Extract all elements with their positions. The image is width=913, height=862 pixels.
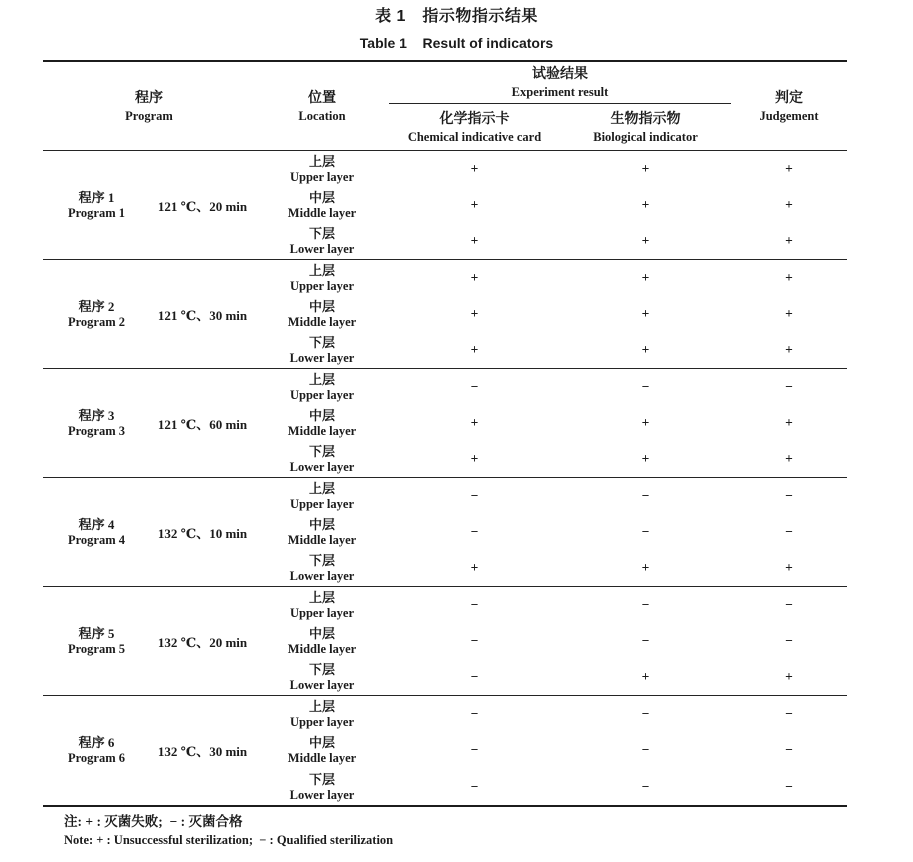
- program-name-en: Program 3: [67, 424, 126, 438]
- program-name-zh: 程序 3: [78, 408, 115, 423]
- location-cell-upper: [255, 478, 389, 514]
- header-chemical-indicator: [389, 104, 560, 150]
- header-program: [43, 62, 255, 150]
- result-judgement-upper: −: [785, 706, 793, 722]
- location-lower-en: Lower layer: [289, 787, 355, 802]
- program-condition: 121 ℃、30 min: [157, 307, 248, 323]
- result-judgement-lower: +: [785, 342, 793, 357]
- program-name-zh: 程序 5: [78, 626, 115, 641]
- program-block: [43, 478, 847, 587]
- header-chemical-indicator-zh: 化学指示卡: [439, 111, 510, 127]
- result-biological-middle: +: [641, 197, 650, 212]
- result-biological-lower: −: [641, 778, 650, 794]
- header-location-en: Location: [298, 108, 346, 123]
- header-biological-indicator-en: Biological indicator: [593, 129, 698, 144]
- header-program-zh: 程序: [135, 90, 163, 106]
- location-cell-lower: [255, 659, 389, 695]
- location-lower-en: Lower layer: [289, 460, 355, 474]
- location-upper-en: Upper layer: [290, 170, 354, 184]
- location-middle-en: Middle layer: [287, 642, 357, 656]
- result-biological-middle: +: [641, 415, 650, 430]
- program-block: [43, 369, 847, 478]
- result-judgement-lower: +: [785, 560, 793, 575]
- location-upper-zh: 上层: [308, 481, 335, 496]
- location-lower-en: Lower layer: [289, 242, 355, 256]
- location-middle-zh: 中层: [308, 408, 335, 423]
- program-condition: 121 ℃、60 min: [157, 416, 248, 432]
- location-lower-zh: 下层: [308, 226, 335, 241]
- program-condition: 132 ℃、30 min: [157, 743, 248, 759]
- result-biological-lower: +: [641, 451, 650, 466]
- program-name-en: Program 5: [67, 642, 126, 656]
- result-chemical-lower: +: [470, 342, 479, 357]
- result-judgement-lower: −: [785, 778, 793, 794]
- result-judgement-upper: +: [785, 161, 793, 176]
- result-judgement-lower: +: [785, 669, 793, 684]
- location-middle-zh: 中层: [308, 735, 335, 751]
- result-chemical-middle: +: [470, 197, 479, 212]
- result-chemical-middle: −: [470, 742, 479, 758]
- location-upper-zh: 上层: [308, 699, 335, 715]
- result-biological-middle: −: [641, 633, 650, 648]
- location-upper-en: Upper layer: [290, 279, 354, 293]
- header-experiment-result-en: Experiment result: [511, 85, 609, 99]
- location-middle-en: Middle layer: [287, 751, 357, 766]
- table-notes: [64, 813, 913, 849]
- program-name-cell: [43, 369, 150, 477]
- location-cell-upper: [255, 587, 389, 623]
- program-condition: 132 ℃、10 min: [157, 525, 248, 541]
- header-experiment-result: [389, 62, 731, 104]
- table-note-en: Note: + : Unsuccessful sterilization; − : Qualified sterilization: [64, 833, 394, 847]
- result-chemical-upper: −: [470, 597, 479, 612]
- location-upper-en: Upper layer: [290, 606, 354, 620]
- location-lower-zh: 下层: [308, 662, 335, 677]
- result-judgement-upper: −: [785, 379, 793, 394]
- result-chemical-lower: +: [470, 233, 479, 248]
- result-biological-upper: −: [641, 706, 650, 722]
- location-cell-middle: [255, 296, 389, 332]
- location-upper-zh: 上层: [308, 154, 335, 169]
- header-location: [255, 62, 389, 150]
- result-biological-middle: −: [641, 524, 650, 539]
- result-biological-upper: −: [641, 597, 650, 612]
- table-body: [43, 151, 847, 805]
- program-name-zh: 程序 4: [78, 517, 115, 532]
- header-experiment-result-zh: 试验结果: [532, 67, 588, 82]
- location-lower-zh: 下层: [308, 771, 335, 787]
- header-biological-indicator: [560, 104, 731, 150]
- header-judgement-en: Judgement: [759, 108, 819, 123]
- location-cell-middle: [255, 514, 389, 550]
- location-cell-lower: [255, 550, 389, 586]
- result-chemical-upper: −: [470, 706, 479, 722]
- result-judgement-middle: −: [785, 524, 793, 539]
- result-chemical-upper: −: [470, 379, 479, 394]
- result-judgement-upper: −: [785, 488, 793, 503]
- location-lower-en: Lower layer: [289, 351, 355, 365]
- location-middle-zh: 中层: [308, 299, 335, 314]
- location-cell-upper: [255, 369, 389, 405]
- program-block: [43, 696, 847, 805]
- result-chemical-upper: −: [470, 488, 479, 503]
- result-chemical-middle: −: [470, 524, 479, 539]
- location-cell-middle: [255, 732, 389, 768]
- program-name-en: Program 6: [67, 751, 126, 766]
- location-upper-en: Upper layer: [290, 715, 354, 730]
- table-title-en: Table 1 Result of indicators: [359, 35, 554, 51]
- program-name-en: Program 2: [67, 315, 126, 329]
- location-cell-middle: [255, 405, 389, 441]
- header-judgement: [731, 62, 847, 150]
- result-biological-upper: +: [641, 161, 650, 176]
- result-judgement-upper: −: [785, 597, 793, 612]
- location-upper-en: Upper layer: [290, 388, 354, 402]
- program-block: [43, 260, 847, 369]
- location-upper-zh: 上层: [308, 372, 335, 387]
- location-upper-zh: 上层: [308, 263, 335, 278]
- result-biological-lower: +: [641, 233, 650, 248]
- header-chemical-indicator-en: Chemical indicative card: [407, 129, 542, 144]
- program-name-en: Program 1: [67, 206, 126, 220]
- program-name-zh: 程序 6: [78, 735, 115, 751]
- result-biological-lower: +: [641, 342, 650, 357]
- location-middle-en: Middle layer: [287, 315, 357, 329]
- result-biological-upper: +: [641, 270, 650, 285]
- program-block: [43, 587, 847, 696]
- location-cell-lower: [255, 769, 389, 805]
- program-name-cell: [43, 696, 150, 805]
- location-middle-en: Middle layer: [287, 424, 357, 438]
- result-chemical-lower: −: [470, 669, 479, 684]
- result-judgement-lower: +: [785, 451, 793, 466]
- header-location-zh: 位置: [308, 90, 336, 106]
- result-chemical-lower: +: [470, 451, 479, 466]
- result-judgement-middle: +: [785, 415, 793, 430]
- header-biological-indicator-zh: 生物指示物: [610, 111, 681, 127]
- location-cell-lower: [255, 441, 389, 477]
- table-title: [0, 0, 913, 52]
- result-judgement-upper: +: [785, 270, 793, 285]
- program-block: [43, 151, 847, 260]
- result-biological-lower: +: [641, 669, 650, 684]
- result-biological-upper: −: [641, 488, 650, 503]
- table-title-zh: 表 1 指示物指示结果: [375, 8, 538, 25]
- location-cell-middle: [255, 187, 389, 223]
- program-condition: 121 ℃、20 min: [157, 198, 248, 214]
- table-header: [43, 62, 847, 151]
- location-cell-upper: [255, 696, 389, 732]
- result-biological-lower: +: [641, 560, 650, 575]
- result-chemical-lower: +: [470, 560, 479, 575]
- location-cell-lower: [255, 332, 389, 368]
- location-middle-zh: 中层: [308, 626, 335, 641]
- program-name-zh: 程序 1: [78, 190, 115, 205]
- location-middle-zh: 中层: [308, 190, 335, 205]
- program-name-zh: 程序 2: [78, 299, 115, 314]
- program-name-cell: [43, 587, 150, 695]
- table-note-zh: 注: + : 灭菌失败; − : 灭菌合格: [64, 814, 243, 829]
- indicators-table: [43, 60, 847, 807]
- header-judgement-zh: 判定: [775, 90, 803, 106]
- location-lower-zh: 下层: [308, 335, 335, 350]
- result-judgement-middle: −: [785, 633, 793, 648]
- result-biological-upper: −: [641, 379, 650, 394]
- location-upper-en: Upper layer: [290, 497, 354, 511]
- program-name-cell: [43, 151, 150, 259]
- result-chemical-upper: +: [470, 270, 479, 285]
- location-middle-en: Middle layer: [287, 533, 357, 547]
- header-program-en: Program: [125, 108, 173, 123]
- location-cell-upper: [255, 260, 389, 296]
- result-chemical-middle: −: [470, 633, 479, 648]
- result-judgement-middle: +: [785, 306, 793, 321]
- location-cell-upper: [255, 151, 389, 187]
- result-chemical-middle: +: [470, 415, 479, 430]
- location-middle-en: Middle layer: [287, 206, 357, 220]
- result-biological-middle: +: [641, 306, 650, 321]
- result-judgement-middle: +: [785, 197, 793, 212]
- location-upper-zh: 上层: [308, 590, 335, 605]
- result-judgement-middle: −: [785, 742, 793, 758]
- location-cell-middle: [255, 623, 389, 659]
- result-chemical-middle: +: [470, 306, 479, 321]
- location-lower-en: Lower layer: [289, 569, 355, 583]
- program-name-cell: [43, 260, 150, 368]
- program-name-en: Program 4: [67, 533, 126, 547]
- result-chemical-upper: +: [470, 161, 479, 176]
- result-judgement-lower: +: [785, 233, 793, 248]
- location-middle-zh: 中层: [308, 517, 335, 532]
- program-name-cell: [43, 478, 150, 586]
- location-lower-zh: 下层: [308, 553, 335, 568]
- program-condition: 132 ℃、20 min: [157, 634, 248, 650]
- result-chemical-lower: −: [470, 778, 479, 794]
- result-biological-middle: −: [641, 742, 650, 758]
- location-lower-en: Lower layer: [289, 678, 355, 692]
- location-cell-lower: [255, 223, 389, 259]
- location-lower-zh: 下层: [308, 444, 335, 459]
